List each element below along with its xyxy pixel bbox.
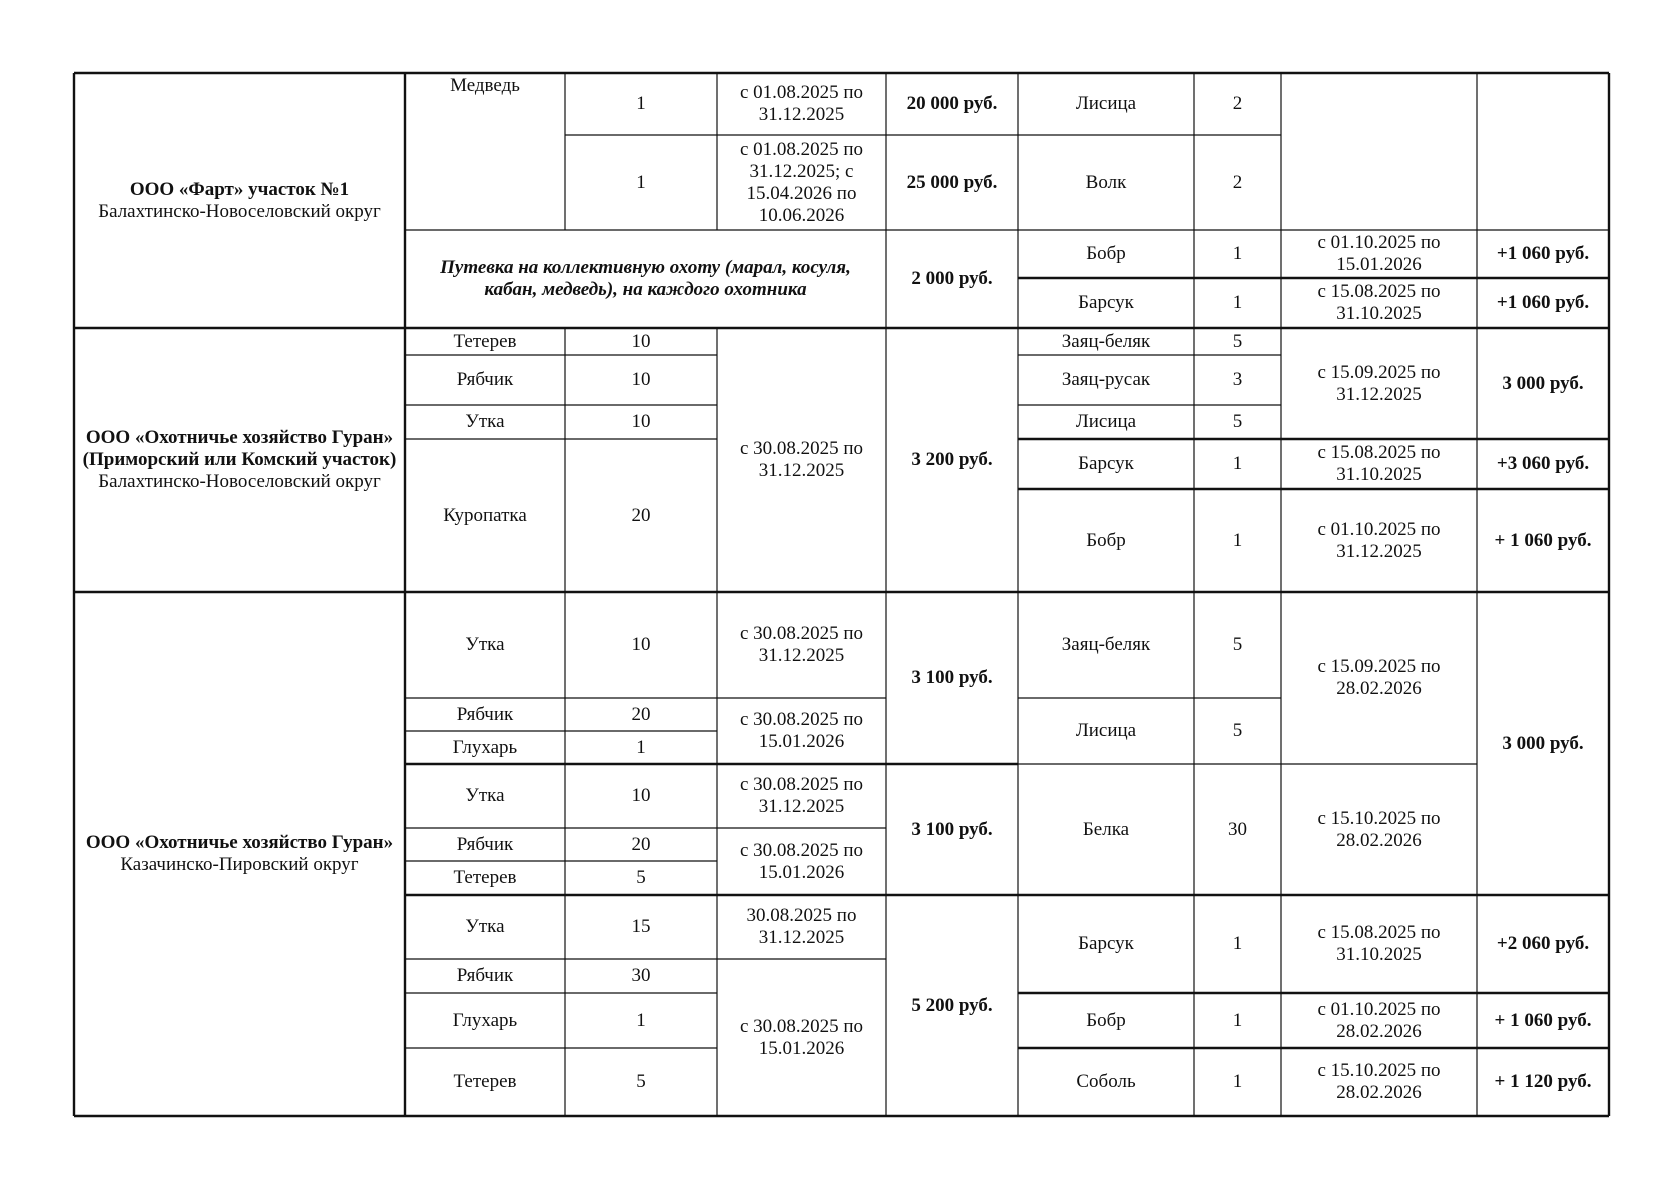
extra-species: Лисица [1075,93,1137,114]
extra-qty: 5 [1232,330,1243,352]
extra-price: +1 060 руб. [1496,292,1590,313]
org-cell [74,328,405,592]
date-cell: с 30.08.2025 по 31.12.2025 [739,623,864,666]
extra-qty: 1 [1232,292,1243,313]
extra-species: Соболь [1076,1071,1136,1092]
qty-cell: 10 [631,411,651,432]
qty-cell: 5 [636,1071,646,1092]
extra-species: Лисица [1075,411,1137,432]
extra-qty: 3 [1232,369,1243,390]
species-cell: Глухарь [452,736,518,758]
extra-species: Барсук [1078,292,1134,313]
extra-species: Белка [1082,818,1130,840]
price-cell: 3 200 руб. [911,449,993,470]
extra-price: + 1 120 руб. [1494,1071,1592,1092]
extra-qty: 1 [1232,243,1243,264]
price-cell: 5 200 руб. [911,994,993,1016]
extra-dates: с 15.08.2025 по 31.10.2025 [1317,442,1441,485]
extra-qty: 30 [1228,818,1247,840]
qty-cell: 10 [631,634,651,655]
extra-species: Бобр [1086,1009,1126,1031]
price-cell: 3 100 руб. [911,818,993,840]
extra-species: Барсук [1078,933,1134,954]
extra-qty: 2 [1232,93,1243,114]
species-cell: Тетерев [453,330,517,352]
qty-cell: 10 [631,785,651,806]
species-cell: Рябчик [456,833,514,855]
group-price: 3 000 руб. [1502,732,1584,754]
extra-qty: 5 [1232,411,1243,432]
extra-dates: с 01.10.2025 по 15.01.2026 [1317,232,1441,275]
lot-cell: 1 [636,93,646,114]
extra-dates: с 15.10.2025 по 28.02.2026 [1317,807,1441,851]
species-cell: Глухарь [452,1009,518,1031]
extra-qty: 1 [1232,529,1243,551]
extra-dates: с 01.10.2025 по 31.12.2025 [1317,518,1441,562]
extra-price: +1 060 руб. [1496,243,1590,264]
qty-cell: 10 [631,369,651,390]
species-cell: Медведь [450,75,520,96]
date-cell: с 01.08.2025 по 31.12.2025; с 15.04.2026 по 10.06.2026 [739,138,864,226]
date-cell: 30.08.2025 по 31.12.2025 [746,905,857,948]
date-cell: с 30.08.2025 по 31.12.2025 [739,438,864,481]
extra-dates: с 15.10.2025 по 28.02.2026 [1317,1060,1441,1103]
qty-cell: 20 [631,703,651,725]
date-cell: с 30.08.2025 по 15.01.2026 [739,709,864,752]
org-name: ООО «Охотничье хозяйство Гуран» [85,832,394,853]
org-district: Балахтинско-Новоселовский округ [98,471,381,492]
species-cell: Рябчик [456,703,514,725]
extra-price: +3 060 руб. [1496,453,1590,474]
qty-cell: 30 [631,965,651,986]
org-district: Балахтинско-Новоселовский округ [98,200,381,222]
extra-qty: 1 [1232,1009,1243,1031]
collective-hunt-note: Путевка на коллективную охоту (марал, косуля, кабан, медведь), на каждого охотника [440,257,851,300]
species-cell: Тетерев [453,1071,517,1092]
org-name: ООО «Охотничье хозяйство Гуран» (Приморский или Комский участок) [82,427,397,470]
species-cell: Тетерев [453,867,517,888]
date-cell: с 30.08.2025 по 15.01.2026 [739,839,864,883]
org-cell [74,73,405,328]
qty-cell: 5 [636,867,646,888]
extra-qty: 2 [1232,171,1243,193]
price-cell: 2 000 руб. [911,268,993,289]
lot-cell: 1 [636,171,646,193]
extra-price: + 1 060 руб. [1494,529,1592,551]
extra-dates: с 15.08.2025 по 31.10.2025 [1317,922,1441,965]
extra-qty: 1 [1232,933,1243,954]
species-cell: Утка [465,785,505,806]
extra-qty: 5 [1232,634,1243,655]
qty-cell: 10 [631,330,651,352]
extra-species: Заяц-беляк [1061,330,1151,352]
extra-dates: с 01.10.2025 по 28.02.2026 [1317,998,1441,1042]
qty-cell: 15 [631,916,651,937]
extra-species: Бобр [1086,529,1126,551]
group-dates: с 15.09.2025 по 28.02.2026 [1317,656,1441,699]
date-cell: с 30.08.2025 по 31.12.2025 [739,774,864,817]
group-price: 3 000 руб. [1502,372,1584,394]
extra-qty: 5 [1232,720,1243,741]
extra-species: Заяц-беляк [1061,634,1151,655]
org-name: ООО «Фарт» участок №1 [129,178,350,200]
extra-price: + 1 060 руб. [1494,1009,1592,1031]
species-cell: Рябчик [456,369,514,390]
price-cell: 3 100 руб. [911,667,993,688]
price-cell: 20 000 руб. [906,93,998,114]
date-cell: с 01.08.2025 по 31.12.2025 [739,82,864,125]
extra-qty: 1 [1232,453,1243,474]
species-cell: Утка [465,411,505,432]
species-cell: Рябчик [456,965,514,986]
extra-price: +2 060 руб. [1496,933,1590,954]
extra-species: Заяц-русак [1061,369,1151,390]
extra-species: Барсук [1078,453,1134,474]
extra-dates: с 15.08.2025 по 31.10.2025 [1317,281,1441,324]
qty-cell: 1 [636,736,646,758]
extra-species: Лисица [1075,720,1137,741]
price-cell: 25 000 руб. [906,171,998,193]
org-cell [74,592,405,1116]
qty-cell: 1 [636,1009,646,1031]
extra-species: Волк [1085,171,1127,193]
extra-species: Бобр [1086,243,1126,264]
species-cell: Утка [465,916,505,937]
qty-cell: 20 [631,833,651,855]
species-cell: Утка [465,634,505,655]
species-cell: Куропатка [443,504,527,526]
group-dates: с 15.09.2025 по 31.12.2025 [1317,361,1441,405]
org-district: Казачинско-Пировский округ [120,854,359,875]
date-cell: с 30.08.2025 по 15.01.2026 [739,1015,864,1059]
qty-cell: 20 [631,504,651,526]
extra-qty: 1 [1232,1071,1243,1092]
